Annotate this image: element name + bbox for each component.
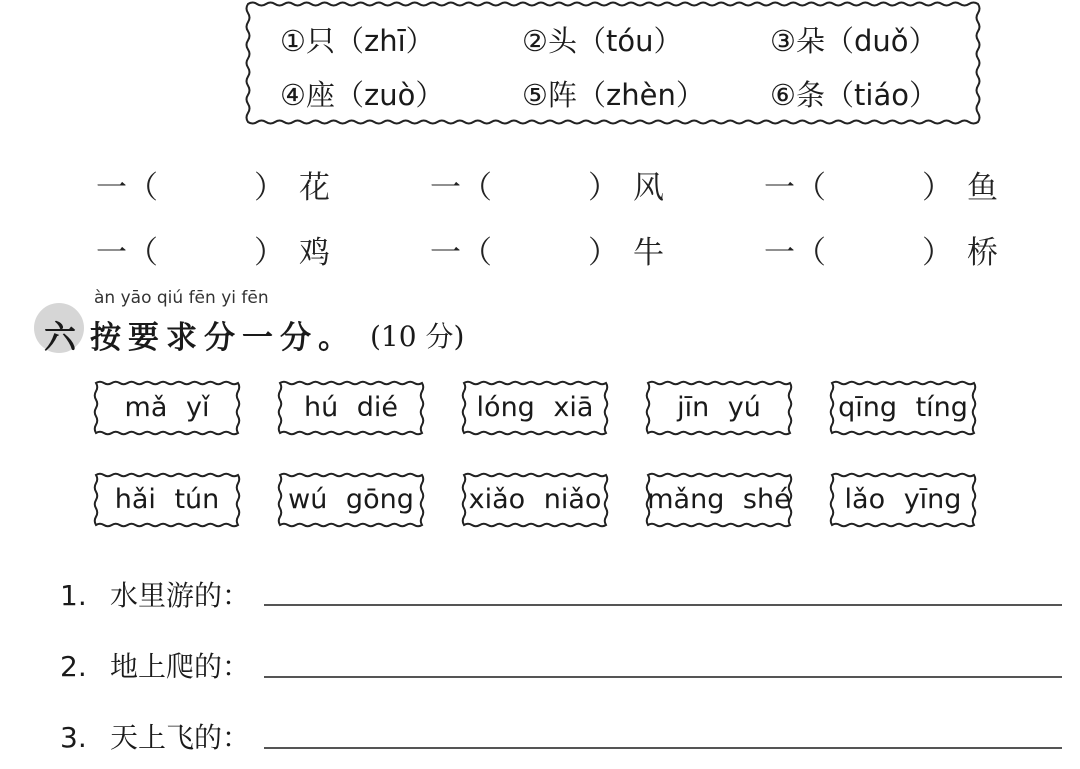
- option-number: ④: [280, 78, 306, 112]
- option-number: ①: [280, 24, 306, 58]
- fill-blank-2-1[interactable]: [96, 227, 330, 272]
- option-char: 只: [306, 24, 336, 58]
- option-char: 座: [306, 78, 336, 112]
- option-4: [280, 73, 444, 114]
- option-pinyin: （zhī）: [335, 24, 435, 58]
- question-1: [60, 574, 250, 614]
- word-card[interactable]: [92, 471, 242, 529]
- fill-suffix: ）: [254, 170, 285, 206]
- option-pinyin: （tóu）: [577, 24, 683, 58]
- fill-suffix: ）: [254, 235, 285, 271]
- fill-suffix: ）: [588, 235, 619, 271]
- option-char: 阵: [548, 78, 578, 112]
- word-card[interactable]: [828, 471, 978, 529]
- option-3: [770, 19, 938, 60]
- word-card-label: xiǎo niǎo: [468, 484, 602, 515]
- option-char: 条: [796, 78, 826, 112]
- fill-noun: 风: [633, 170, 664, 206]
- word-card-label: hǎi tún: [114, 484, 220, 515]
- fill-noun: 桥: [967, 235, 998, 271]
- fill-blank-1-3[interactable]: [764, 162, 998, 207]
- fill-prefix: 一（: [764, 235, 826, 271]
- word-card[interactable]: [460, 379, 610, 437]
- fill-noun: 牛: [633, 235, 664, 271]
- option-5: [522, 73, 705, 114]
- option-pinyin: （zhèn）: [577, 78, 705, 112]
- option-number: ②: [522, 24, 548, 58]
- word-card[interactable]: [828, 379, 978, 437]
- answer-line-3[interactable]: [264, 747, 1062, 749]
- fill-suffix: ）: [922, 235, 953, 271]
- option-number: ⑥: [770, 78, 796, 112]
- word-card-label: lǎo yīng: [844, 484, 962, 515]
- section-score: (10 分): [370, 320, 465, 353]
- option-1: [280, 19, 435, 60]
- word-card-label: qīng tíng: [838, 392, 968, 423]
- question-3: [60, 716, 250, 756]
- option-2: [522, 19, 683, 60]
- option-6: [770, 73, 938, 114]
- question-number: 3.: [60, 721, 87, 754]
- option-char: 朵: [796, 24, 826, 58]
- fill-blank-2-3[interactable]: [764, 227, 998, 272]
- option-number: ⑤: [522, 78, 548, 112]
- question-number: 2.: [60, 650, 87, 683]
- question-number: 1.: [60, 579, 87, 612]
- fill-prefix: 一（: [430, 235, 492, 271]
- fill-blank-1-2[interactable]: [430, 162, 664, 207]
- section-title: 按要求分一分。: [90, 320, 356, 356]
- option-pinyin: （duǒ）: [825, 24, 938, 58]
- word-card-label: hú dié: [303, 392, 399, 423]
- fill-prefix: 一（: [96, 235, 158, 271]
- fill-suffix: ）: [588, 170, 619, 206]
- question-2: [60, 645, 250, 685]
- word-card-label: lóng xiā: [476, 392, 594, 423]
- option-pinyin: （zuò）: [335, 78, 445, 112]
- fill-noun: 花: [299, 170, 330, 206]
- question-text: 水里游的：: [110, 579, 251, 612]
- word-card[interactable]: [644, 379, 794, 437]
- answer-line-1[interactable]: [264, 604, 1062, 606]
- option-number: ③: [770, 24, 796, 58]
- fill-prefix: 一（: [764, 170, 826, 206]
- word-card[interactable]: [460, 471, 610, 529]
- word-card-label: jīn yú: [677, 392, 761, 423]
- fill-prefix: 一（: [96, 170, 158, 206]
- fill-blank-2-2[interactable]: [430, 227, 664, 272]
- fill-prefix: 一（: [430, 170, 492, 206]
- question-text: 地上爬的：: [110, 650, 251, 683]
- section-title-pinyin: àn yāo qiú fēn yi fēn: [94, 288, 269, 308]
- section-number: 六: [44, 318, 77, 356]
- word-card-label: wú gōng: [288, 484, 414, 515]
- question-text: 天上飞的：: [110, 721, 251, 754]
- option-pinyin: （tiáo）: [825, 78, 938, 112]
- answer-line-2[interactable]: [264, 676, 1062, 678]
- fill-noun: 鸡: [299, 235, 330, 271]
- word-card[interactable]: [276, 379, 426, 437]
- fill-suffix: ）: [922, 170, 953, 206]
- word-card-label: mǎ yǐ: [124, 392, 210, 423]
- word-card[interactable]: [644, 471, 794, 529]
- word-card[interactable]: [92, 379, 242, 437]
- word-card-label: mǎng shé: [647, 484, 791, 515]
- fill-noun: 鱼: [967, 170, 998, 206]
- fill-blank-1-1[interactable]: [96, 162, 330, 207]
- word-card[interactable]: [276, 471, 426, 529]
- measure-word-options-box: [244, 0, 982, 126]
- option-char: 头: [548, 24, 578, 58]
